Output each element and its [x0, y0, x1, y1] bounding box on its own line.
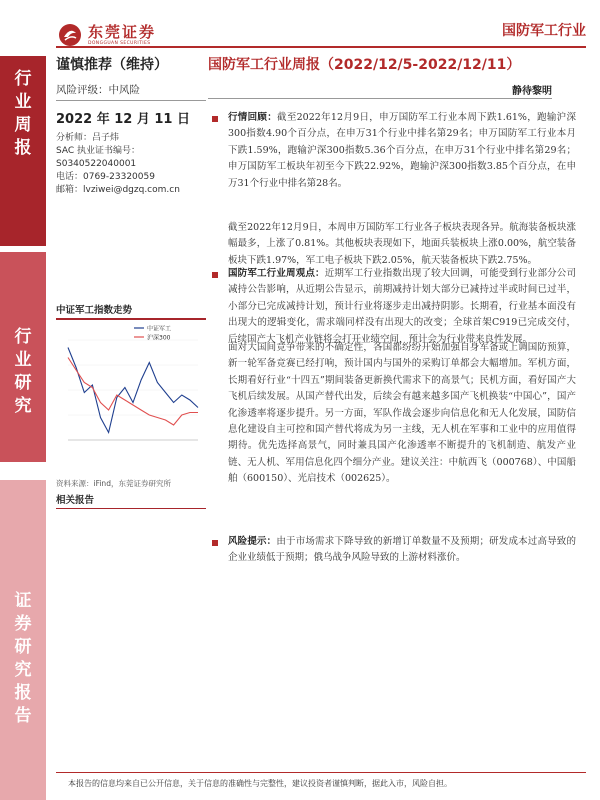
sidebar-char: 券 — [14, 614, 32, 634]
sidebar-char: 行 — [14, 69, 32, 89]
bullet-icon — [212, 540, 218, 546]
industry-label: 国防军工行业 — [502, 23, 586, 39]
sidebar-block-weekly — [0, 56, 46, 246]
brand-name-cn: 东莞证券 — [88, 23, 157, 41]
risk-rating: 风险评级：中风险 — [56, 84, 140, 96]
sidebar-block-report — [0, 480, 46, 800]
sidebar-char: 证 — [14, 591, 32, 611]
report-title: 国防军工行业周报（2022/12/5-2022/12/11） — [208, 57, 521, 73]
sidebar-char: 行 — [14, 327, 32, 347]
subsector-paragraph — [228, 220, 576, 269]
brand-text — [88, 24, 156, 46]
brand-name-en: DONGGUAN SECURITIES — [88, 41, 151, 46]
report-date: 2022 年 12 月 11 日 — [56, 112, 190, 127]
analyst-email[interactable]: 邮箱：lvziwei@dgzq.com.cn — [56, 185, 180, 195]
market-review-paragraph — [228, 110, 576, 192]
related-reports-title: 相关报告 — [56, 495, 95, 506]
sidebar-char: 究 — [14, 396, 32, 416]
weekly-view-text: 近期军工行业指数出现了较大回调，可能受到行业部分公司减持公告影响，从近期公告显示，前期减持计划大部分已减持过半或时间已过半，小部分已完成减持计划，预计行业将逐步走出减持阴影。长期看，行业基本面没有出现大的逻辑变化，需求端同样没有出现大的改变；全球首架C919已完成交付，后续国产大飞机产业链将会打开业绩空间，预计会为行业带来良性发展。 — [228, 268, 576, 345]
sidebar-char: 业 — [14, 92, 32, 112]
risk-text: 由于市场需求下降导致的新增订单数量不及预期；研发成本过高导致的企业业绩低于预期；俄乌战争风险导致的上游材料涨价。 — [228, 536, 576, 564]
sidebar-char: 究 — [14, 660, 32, 680]
footer-divider — [56, 772, 586, 773]
market-review-text: 截至2022年12月9日，申万国防军工行业本周下跌1.61%，跑输沪深300指数4.90个百分点，在申万31个行业中排名第29名；申万国防军工行业本月下跌1.59%，跑输沪深300指数5.36个百分点，在申万31个行业中排名第29名；申万国防军工板块年初至今下跌22.92%，跑输沪深300指数3.85个百分点，在申万31个行业中排名第28名。 — [228, 112, 576, 189]
sidebar-char: 告 — [14, 706, 32, 726]
title-divider — [208, 98, 552, 99]
legend-label: 中证军工 — [147, 325, 172, 333]
bullet-icon — [212, 116, 218, 122]
brand-emblem-icon — [58, 23, 82, 47]
sidebar-char: 周 — [14, 115, 32, 135]
sac-label: SAC 执业证书编号： — [56, 146, 141, 156]
market-review-label: 行情回顾： — [228, 112, 278, 123]
left-divider — [56, 100, 206, 101]
chart-source: 资料来源：iFind，东莞证券研究所 — [56, 479, 171, 488]
sidebar-char: 业 — [14, 350, 32, 370]
sac-number: S0340522040001 — [56, 159, 137, 169]
related-divider — [56, 508, 206, 509]
risk-label: 风险提示： — [228, 536, 277, 547]
sidebar-char: 研 — [14, 373, 32, 393]
bullet-icon — [212, 272, 218, 278]
legend-label: 沪深300 — [147, 334, 171, 342]
weekly-view-label: 国防军工行业周观点： — [228, 268, 325, 279]
sidebar — [0, 0, 46, 800]
sidebar-char: 报 — [14, 138, 32, 158]
report-subtitle: 静待黎明 — [512, 86, 552, 97]
chart-title: 中证军工指数走势 — [56, 305, 133, 316]
header-divider — [56, 46, 586, 48]
investment-rating: 谨慎推荐（维持） — [56, 57, 168, 73]
outlook-paragraph — [228, 340, 576, 488]
weekly-view-paragraph — [228, 266, 576, 348]
index-trend-chart — [56, 320, 206, 470]
sidebar-char: 报 — [14, 683, 32, 703]
outlook-text: 面对大国间竞争带来的不确定性，各国都纷纷开始加强自身军备或上调国防预算，新一轮军备竞赛已经打响，预计国内与国外的采购订单都会大幅增加。军机方面，长期看好行业“十四五”期间装备更新换代需求下的高景气；民机方面，看好国产大飞机后续发展。从国产替代出发，后续会有越来越多国产飞机换装“中国心”，国产化渗透率将逐步提升。另一方面，军队作战会逐步向信息化和无人化发展，国防信息化建设自主可控和国产替代将成为另一主线，无人机在军事和工业中的应用值得期待。优先选择高景气，同时兼具国产化渗透率不断提升的飞机制造、航发产业链、无人机、军用信息化四个细分产业。建议关注：中航西飞（000768）、中国船舶（600150）、光启技术（002625）。 — [228, 342, 576, 485]
subsector-text: 截至2022年12月9日，本周申万国防军工行业各子板块表现各异。航海装备板块涨幅最多，上涨了0.81%。其他板块表现如下，地面兵装板块上涨0.00%，航空装备板块下跌1.97%，军工电子板块下跌2.05%，航天装备板块下跌2.75%。 — [228, 222, 576, 266]
disclaimer: 本报告的信息均来自已公开信息，关于信息的准确性与完整性，建议投资者谨慎判断，据此入市，风险自担。 — [68, 779, 452, 788]
risk-paragraph — [228, 534, 576, 567]
sidebar-char: 研 — [14, 637, 32, 657]
sidebar-block-research — [0, 252, 46, 462]
analyst-name: 分析师：吕子炜 — [56, 133, 120, 143]
analyst-phone: 电话：0769-23320059 — [56, 172, 155, 182]
